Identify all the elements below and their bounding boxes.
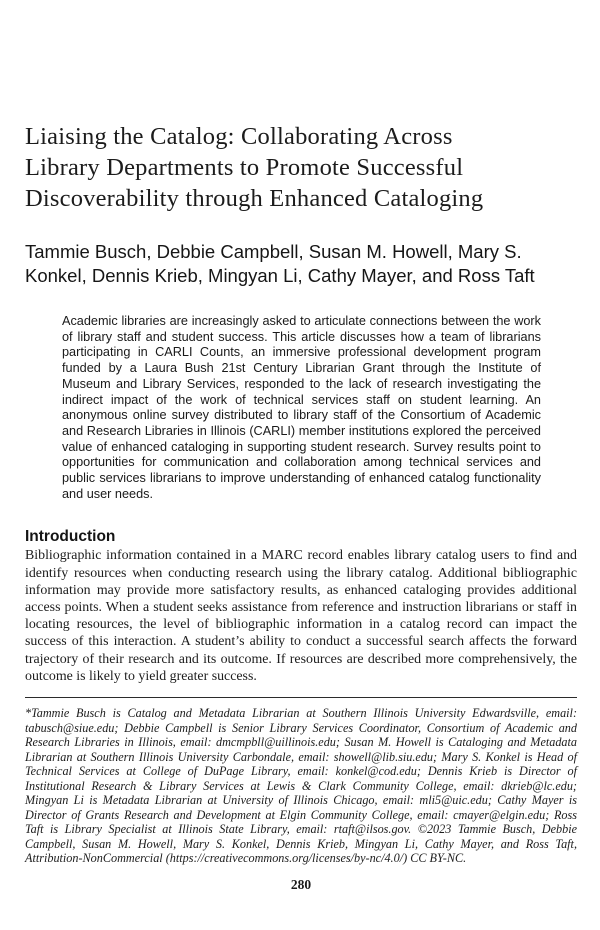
author-footnote: *Tammie Busch is Catalog and Metadata Librarian at Southern Illinois University Edwardsville, email: tabusch@siue.edu; Debbie Campbell is Senior Library Services Coordinator, Consortium of Academic and Research Libraries in Illinois, email: dmcmpbll@uillinois.edu; Susan M. Howell is Cataloging and Metadata Librarian at Southern Illinois University Carbondale, email: showell@lib.siu.edu; Mary S. Konkel is Head of Technical Services at College of DuPage Library, email: konkel@cod.edu; Dennis Krieb is Director of Institutional Research & Library Services at Lewis & Clark Community College, email: dkrieb@lc.edu; Mingyan Li is Metadata Librarian at University of Illinois Chicago, email: mli5@uic.edu; Cathy Mayer is Director of Grants Research and Development at Elgin Community College, email: cmayer@elgin.edu; Ross Taft is Library Specialist at Illinois State Library, email: rtaft@ilsos.gov. ©2023 Tammie Busch, Debbie Campbell, Susan M. Howell, Mary S. Konkel, Dennis Krieb, Mingyan Li, Cathy Mayer, and Ross Taft, Attribution-NonCommercial (https://creativecommons.org/licenses/by-nc/4.0/) CC BY-NC. (25, 706, 577, 866)
article-authors (25, 240, 577, 287)
article-authors-line: Konkel, Dennis Krieb, Mingyan Li, Cathy Mayer, and Ross Taft (25, 264, 535, 286)
footnote-divider (25, 697, 577, 698)
introduction-section (25, 527, 577, 685)
article-authors-line: Tammie Busch, Debbie Campbell, Susan M. Howell, Mary S. (25, 241, 522, 262)
abstract-paragraph: Academic libraries are increasingly asked to articulate connections between the work of library staff and student success. This article discusses how a team of librarians participating in CARLI Counts, an immersive professional development program funded by a Laura Bush 21st Century Librarian Grant through the Institute of Museum and Library Services, responded to the lack of research investigating the indirect impact of the work of technical services staff on student learning. An anonymous online survey distributed to library staff of the Consortium of Academic and Research Libraries in Illinois (CARLI) member institutions explored the perceived value of enhanced cataloging in supporting student research. Survey results point to opportunities for communication and collaboration among technical services and public services librarians to improve understanding of enhanced catalog functionality and user needs. (62, 314, 541, 501)
article-title (25, 121, 577, 214)
article-title-line: Liaising the Catalog: Collaborating Across (25, 123, 453, 150)
article-title-line: Discoverability through Enhanced Cataloging (25, 185, 484, 212)
page-number: 280 (290, 876, 312, 892)
section-paragraph: Bibliographic information contained in a MARC record enables library catalog users to find and identify resources when conducting research using the library catalog. Additional bibliographic information may provide more satisfactory results, as enhanced cataloging provides additional access points. When a student seeks assistance from reference and instruction librarians or staff in locating resources, the level of bibliographic information in a catalog record can impact the success of this interaction. A student’s ability to conduct a successful search affects the forward trajectory of their research and its outcome. If resources are described more comprehensively, the outcome is likely to yield greater success. (25, 548, 577, 684)
article-title-line: Library Departments to Promote Successful (25, 154, 464, 181)
section-heading: Introduction (25, 528, 116, 546)
